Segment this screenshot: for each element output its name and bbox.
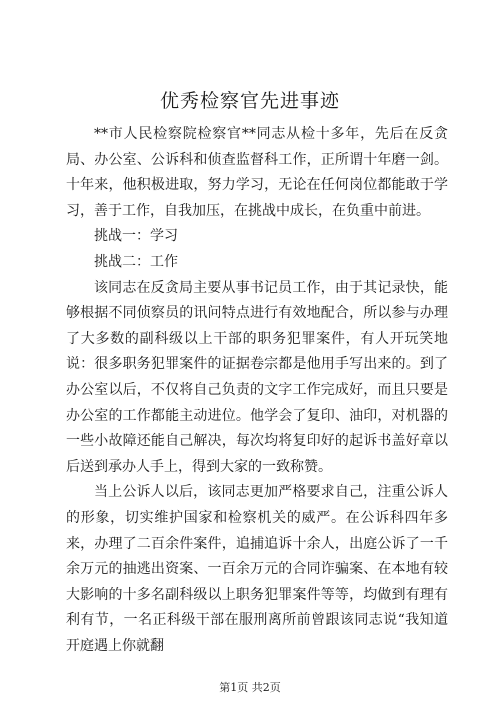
paragraph-prosecutor: 当上公诉人以后，该同志更加严格要求自己，注重公诉人的形象，切实维护国家和检察机关的威严。在公诉科四年多来，办理了二百余件案件，追捕追诉十余人，出庭公诉了一千余万元的抽逃出资案、一百余万元的合同诈骗案、在本地有较大影响的十多名副科级以上职务犯罪案件等等，均做到有理有利有节，一名正科级干部在服刑离所前曾跟该同志说“我知道开庭遇上你就翻 bbox=[66, 484, 448, 654]
page-footer: 第1页 共2页 bbox=[219, 681, 281, 694]
paragraph-challenge-1: 挑战一：学习 bbox=[94, 228, 178, 245]
paragraph-intro: **市人民检察院检察官**同志从检十多年，先后在反贪局、办公室、公诉科和侦查监督科工作，正所谓十年磨一剑。十年来，他积极进取，努力学习，无论在任何岗位都能敢于学习，善于工作，自我加压，在挑战中成长，在负重中前进。 bbox=[66, 126, 448, 219]
document-body bbox=[66, 122, 448, 659]
paragraph-work-history: 该同志在反贪局主要从事书记员工作，由于其记录快，能够根据不同侦察员的讯问特点进行有效地配合，所以参与办理了大多数的副科级以上干部的职务犯罪案件，有人开玩笑地说：很多职务犯罪案件的证据卷宗都是他用手写出来的。到了办公室以后，不仅将自己负责的文字工作完成好，而且只要是办公室的工作都能主动进位。他学会了复印、油印，对机器的一些小故障还能自己解决，每次均将复印好的起诉书盖好章以后送到承办人手上，得到大家的一致称赞。 bbox=[66, 279, 448, 475]
document-title: 优秀检察官先进事迹 bbox=[159, 90, 340, 112]
paragraph-challenge-2: 挑战二：工作 bbox=[94, 253, 178, 270]
